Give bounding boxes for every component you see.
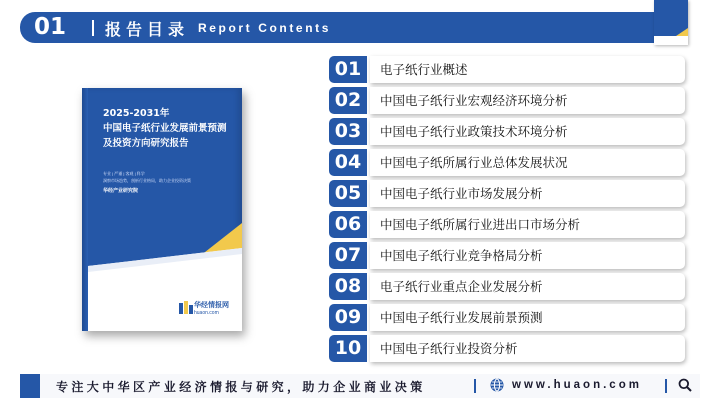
toc-label: 中国电子纸所属行业总体发展状况 — [380, 155, 568, 170]
toc-label: 电子纸行业概述 — [380, 62, 468, 77]
cover-spine — [82, 88, 88, 331]
toc-item[interactable] — [329, 335, 685, 362]
toc-item[interactable] — [329, 180, 685, 207]
footer-divider — [665, 379, 667, 393]
section-number: 01 — [34, 14, 67, 40]
toc-number: 10 — [329, 335, 367, 362]
logo-site: huaon.com — [194, 310, 219, 316]
logo-name: 华经情报网 — [194, 301, 229, 309]
toc-item[interactable] — [329, 118, 685, 145]
toc-item[interactable] — [329, 273, 685, 300]
toc-number: 05 — [329, 180, 367, 207]
cover-subtagline: 洞察市场趋势，剖析行业格局，助力企业投资决策 — [103, 178, 191, 183]
toc-label: 中国电子纸行业宏观经济环境分析 — [380, 93, 568, 108]
toc-item[interactable] — [329, 304, 685, 331]
toc-item[interactable] — [329, 149, 685, 176]
toc-item[interactable] — [329, 211, 685, 238]
toc-number: 02 — [329, 87, 367, 114]
toc-label: 中国电子纸行业投资分析 — [380, 341, 518, 356]
footer-website-link[interactable]: www.huaon.com — [512, 379, 642, 391]
toc-label: 中国电子纸行业政策技术环境分析 — [380, 124, 568, 139]
footer-slogan: 专注大中华区产业经济情报与研究，助力企业商业决策 — [56, 380, 426, 394]
toc-number: 07 — [329, 242, 367, 269]
toc-label: 中国电子纸所属行业进出口市场分析 — [380, 217, 581, 232]
header-divider — [92, 20, 94, 36]
toc-label: 电子纸行业重点企业发展分析 — [380, 279, 543, 294]
report-cover — [82, 88, 242, 331]
globe-icon — [490, 378, 504, 392]
footer-accent — [20, 374, 40, 398]
cover-tagline: 专业 | 严谨 | 客观 | 科学 — [103, 171, 145, 176]
toc-label: 中国电子纸行业竞争格局分析 — [380, 248, 543, 263]
toc-number: 01 — [329, 56, 367, 83]
cover-title: 2025-2031年 中国电子纸行业发展前景预测 及投资方向研究报告 — [103, 108, 227, 149]
toc-number: 03 — [329, 118, 367, 145]
toc-number: 04 — [329, 149, 367, 176]
section-title-en: Report Contents — [198, 21, 331, 35]
footer-divider — [474, 379, 476, 393]
logo-mark-icon — [179, 301, 193, 315]
section-title: 报告目录 — [105, 20, 190, 39]
toc-number: 06 — [329, 211, 367, 238]
cover-thumbnail — [654, 0, 688, 45]
toc-number: 09 — [329, 304, 367, 331]
footer-bar — [20, 374, 700, 398]
section-header — [20, 12, 685, 43]
toc-label: 中国电子纸行业发展前景预测 — [380, 310, 543, 325]
search-icon[interactable] — [678, 378, 692, 392]
publisher-logo — [179, 299, 229, 319]
toc-number: 08 — [329, 273, 367, 300]
toc-label: 中国电子纸行业市场发展分析 — [380, 186, 543, 201]
toc-item[interactable] — [329, 87, 685, 114]
toc-item[interactable] — [329, 242, 685, 269]
cover-publisher: 华经产业研究院 — [103, 188, 139, 194]
toc-item[interactable] — [329, 56, 685, 83]
